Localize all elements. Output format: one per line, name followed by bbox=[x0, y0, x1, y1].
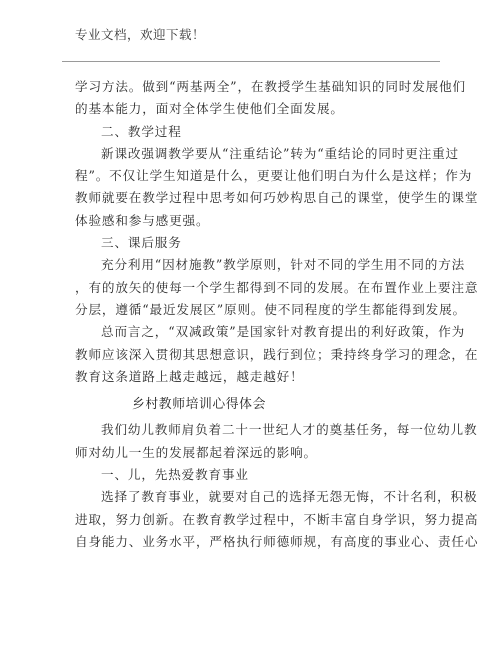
paragraph-line: 学习方法。做到“两基两全”，在教授学生基础知识的同时发展他们 bbox=[75, 79, 467, 94]
document-body bbox=[75, 76, 479, 553]
paragraph-line: 师对幼儿一生的发展都起着深远的影响。 bbox=[75, 444, 317, 460]
article-title: 乡村教师培训心得体会 bbox=[132, 397, 266, 413]
paragraph-line: 分层，遵循“最近发展区”原则。使不同程度的学生都能得到发展。 bbox=[75, 301, 467, 317]
section-heading: 一、儿，先热爱教育事业 bbox=[101, 467, 249, 483]
paragraph-line: 程”。不仅让学生知道是什么，更要让他们明白为什么是这样；作为 bbox=[75, 168, 473, 184]
paragraph-line: 的基本能力，面对全体学生使他们全面发展。 bbox=[75, 101, 344, 117]
section-heading: 三、课后服务 bbox=[101, 235, 182, 251]
paragraph-line: 教育这条道路上越走越远，越走越好！ bbox=[75, 368, 304, 384]
paragraph-line: 新课改强调教学要从“注重结论”转为“重结论的同时更注重过 bbox=[101, 145, 459, 161]
section-heading: 二、教学过程 bbox=[101, 123, 182, 139]
paragraph-line: 自身能力、业务水平，严格执行师德师规，有高度的事业心、责任心 bbox=[75, 533, 479, 549]
paragraph-line: ，有的放矢的使每一个学生都得到不同的发展。在布置作业上要注意 bbox=[75, 279, 479, 295]
paragraph-line: 教师就要在教学过程中思考如何巧妙构思自己的课堂，使学生的课堂 bbox=[75, 190, 479, 206]
paragraph-line: 体验感和参与感更强。 bbox=[75, 212, 210, 228]
header-text: 专业文档，欢迎下载！ bbox=[75, 27, 206, 42]
paragraph-line: 教师应该深入贯彻其思想意识，践行到位；秉持终身学习的理念，在 bbox=[75, 346, 479, 362]
header-divider bbox=[62, 61, 440, 62]
paragraph-line: 选择了教育事业，就要对自己的选择无怨无悔，不计名利，积极 bbox=[101, 489, 478, 505]
page-header bbox=[0, 0, 500, 62]
paragraph-line: 充分利用“因材施教”教学原则，针对不同的学生用不同的方法 bbox=[101, 257, 466, 273]
paragraph-line: 总而言之，“双减政策”是国家针对教育提出的利好政策，作为 bbox=[101, 324, 466, 340]
paragraph-line: 进取，努力创新。在教育教学过程中，不断丰富自身学识，努力提高 bbox=[75, 511, 479, 527]
paragraph-line: 我们幼儿教师肩负着二十一世纪人才的奠基任务，每一位幼儿教 bbox=[101, 422, 478, 438]
